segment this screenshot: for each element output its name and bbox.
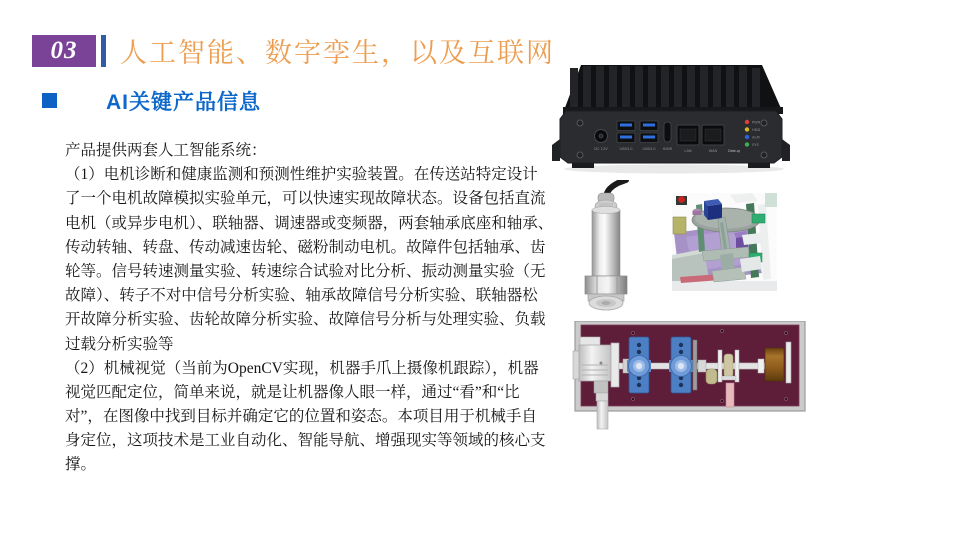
dc-power-jack bbox=[595, 130, 608, 143]
led-label: SYS bbox=[752, 142, 759, 147]
bearing-block bbox=[669, 337, 693, 393]
test-rig-image bbox=[570, 321, 811, 433]
led-label: PWR bbox=[752, 120, 761, 125]
industrial-pc-image bbox=[550, 57, 792, 175]
led-label: ALM bbox=[752, 135, 760, 140]
body-text-line: 开故障分析实验、齿轮故障分析实验、故障信号分析与处理实验、负载 bbox=[65, 311, 546, 329]
port-label-dc: DC 12V bbox=[594, 147, 608, 151]
vibration-sensor-image bbox=[572, 180, 644, 312]
body-text-line: 了一个电机故障模拟实验单元，可以快速实现故障状态。设备包括直流 bbox=[65, 190, 546, 208]
body-text-line: 过载分析实验等 bbox=[65, 335, 174, 353]
port-label-usb: USB3.0 bbox=[619, 147, 633, 151]
body-text-line: 对”，在图像中找到目标并确定它的位置和姿态。本项目用于机械手自 bbox=[65, 408, 537, 426]
body-text-line: 传动转轴、转盘、传动减速齿轮、磁粉制动电机。故障件包括轴承、齿 bbox=[65, 238, 546, 256]
slide-title: 人工智能、数字孪生，以及互联网 bbox=[120, 38, 555, 68]
body-text-line: 视觉匹配定位，简单来说，就是让机器像人眼一样，通过“看”和“比 bbox=[65, 383, 520, 401]
section-number: 03 bbox=[50, 37, 78, 64]
bearing-block bbox=[627, 337, 651, 393]
body-text-line: 身定位，这项技术是工业自动化、智能导航、增强现实等领域的核心支 bbox=[65, 432, 546, 450]
section-number-badge bbox=[32, 35, 96, 67]
body-text-line: （2）机械视觉（当前为OpenCV实现，机器手爪上摄像机跟踪），机器 bbox=[65, 359, 539, 377]
port-label-wan: WAN bbox=[708, 149, 718, 153]
body-text bbox=[65, 139, 554, 478]
body-text-line: 产品提供两套人工智能系统： bbox=[65, 142, 267, 159]
port-label-hdmi: HDMI bbox=[662, 147, 673, 151]
port-label-debug: Debug bbox=[728, 149, 740, 153]
body-text-line: （1）电机诊断和健康监测和预测性维护实验装置。在传送站特定设计 bbox=[65, 166, 538, 184]
cad-station-image bbox=[672, 193, 777, 291]
body-text-line: 电机（或异步电机）、联轴器、调速器或变频器，两套轴承底座和轴承、 bbox=[65, 214, 554, 232]
port-label-lan: LAN bbox=[684, 149, 692, 153]
body-text-line: 轮等。信号转速测量实验、转速综合试验对比分析、振动测量实验（无 bbox=[65, 262, 546, 280]
port-label-usb: USB3.0 bbox=[642, 147, 656, 151]
section-heading: AI关键产品信息 bbox=[106, 91, 261, 114]
square-bullet-icon bbox=[42, 93, 57, 108]
body-text-line: 撑。 bbox=[65, 456, 97, 474]
hdmi-port bbox=[664, 122, 671, 142]
led-label: HDD bbox=[752, 127, 761, 132]
title-divider-bar bbox=[101, 35, 106, 67]
body-text-line: 故障）、转子不对中信号分析实验、轴承故障信号分析实验、联轴器松 bbox=[65, 287, 538, 305]
